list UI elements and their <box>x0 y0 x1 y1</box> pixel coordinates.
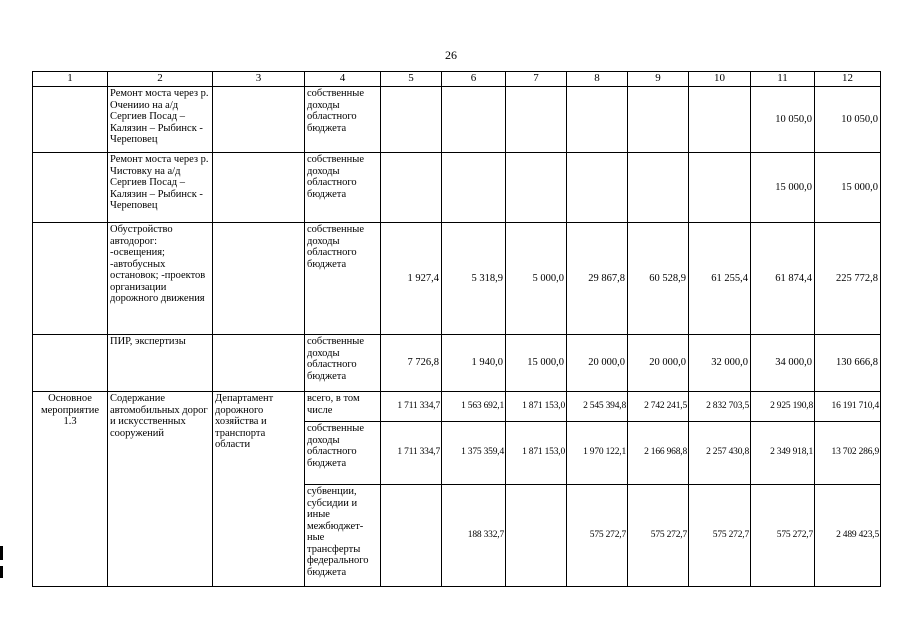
value-cell: 1 871 153,0 <box>506 422 567 485</box>
value-cell <box>567 87 628 153</box>
value-cell <box>381 87 442 153</box>
value-cell: 2 489 423,5 <box>815 485 881 587</box>
source-cell: всего, в том числе <box>305 392 381 422</box>
value-cell: 20 000,0 <box>567 335 628 392</box>
value-cell: 130 666,8 <box>815 335 881 392</box>
value-cell: 575 272,7 <box>628 485 689 587</box>
budget-table <box>32 71 881 587</box>
value-cell: 34 000,0 <box>751 335 815 392</box>
value-cell: 15 000,0 <box>815 153 881 223</box>
source-cell: субвенции, субсидии и иные межбюджет-ные трансферты федерального бюджета <box>305 485 381 587</box>
value-cell: 5 318,9 <box>442 223 506 335</box>
source-cell: собственные доходы областного бюджета <box>305 335 381 392</box>
value-cell: 15 000,0 <box>751 153 815 223</box>
value-cell: 61 255,4 <box>689 223 751 335</box>
value-cell <box>689 87 751 153</box>
table-row <box>33 153 881 223</box>
value-cell <box>506 153 567 223</box>
value-cell: 32 000,0 <box>689 335 751 392</box>
value-cell: 1 927,4 <box>381 223 442 335</box>
executor-cell <box>213 223 305 335</box>
value-cell <box>689 153 751 223</box>
executor-cell <box>213 87 305 153</box>
name-cell: ПИР, экспертизы <box>108 335 213 392</box>
measure-cell <box>33 153 108 223</box>
header-cell: 5 <box>381 72 442 87</box>
value-cell: 5 000,0 <box>506 223 567 335</box>
header-cell: 1 <box>33 72 108 87</box>
scan-edge-mark <box>0 566 3 578</box>
value-cell <box>628 87 689 153</box>
header-cell: 3 <box>213 72 305 87</box>
value-cell <box>506 485 567 587</box>
value-cell: 2 349 918,1 <box>751 422 815 485</box>
value-cell <box>506 87 567 153</box>
header-row <box>33 72 881 87</box>
measure-cell <box>33 335 108 392</box>
value-cell: 10 050,0 <box>751 87 815 153</box>
header-cell: 8 <box>567 72 628 87</box>
value-cell: 2 545 394,8 <box>567 392 628 422</box>
value-cell <box>381 485 442 587</box>
value-cell: 10 050,0 <box>815 87 881 153</box>
measure-cell <box>33 223 108 335</box>
value-cell: 1 871 153,0 <box>506 392 567 422</box>
measure-cell <box>33 87 108 153</box>
value-cell: 20 000,0 <box>628 335 689 392</box>
header-cell: 6 <box>442 72 506 87</box>
value-cell: 7 726,8 <box>381 335 442 392</box>
measure-cell: Основное мероприятие 1.3 <box>33 392 108 587</box>
value-cell: 1 970 122,1 <box>567 422 628 485</box>
value-cell <box>381 153 442 223</box>
source-cell: собственные доходы областного бюджета <box>305 422 381 485</box>
name-cell: Ремонт моста через р. Чистовку на а/д Сергиев Посад – Калязин – Рыбинск - Череповец <box>108 153 213 223</box>
table-row <box>33 335 881 392</box>
value-cell: 2 257 430,8 <box>689 422 751 485</box>
executor-cell <box>213 153 305 223</box>
value-cell: 13 702 286,9 <box>815 422 881 485</box>
name-cell: Содержание автомобильных дорог и искусственных сооружений <box>108 392 213 587</box>
table-row <box>33 392 881 422</box>
source-cell: собственные доходы областного бюджета <box>305 87 381 153</box>
value-cell: 2 832 703,5 <box>689 392 751 422</box>
source-cell: собственные доходы областного бюджета <box>305 153 381 223</box>
value-cell: 60 528,9 <box>628 223 689 335</box>
header-cell: 11 <box>751 72 815 87</box>
value-cell: 188 332,7 <box>442 485 506 587</box>
page-number: 26 <box>445 48 457 62</box>
value-cell: 16 191 710,4 <box>815 392 881 422</box>
value-cell: 2 925 190,8 <box>751 392 815 422</box>
value-cell <box>628 153 689 223</box>
name-cell: Обустройство автодорог: -освещения; -автобусных остановок; -проектов организации дорожного движения <box>108 223 213 335</box>
header-cell: 10 <box>689 72 751 87</box>
value-cell: 1 711 334,7 <box>381 422 442 485</box>
executor-cell <box>213 335 305 392</box>
table-row <box>33 87 881 153</box>
value-cell <box>442 87 506 153</box>
scan-edge-mark <box>0 546 3 560</box>
value-cell: 575 272,7 <box>689 485 751 587</box>
header-cell: 9 <box>628 72 689 87</box>
value-cell <box>442 153 506 223</box>
table-row <box>33 223 881 335</box>
value-cell: 1 940,0 <box>442 335 506 392</box>
value-cell: 1 563 692,1 <box>442 392 506 422</box>
value-cell: 575 272,7 <box>751 485 815 587</box>
value-cell: 61 874,4 <box>751 223 815 335</box>
header-cell: 12 <box>815 72 881 87</box>
value-cell: 2 742 241,5 <box>628 392 689 422</box>
value-cell <box>567 153 628 223</box>
value-cell: 29 867,8 <box>567 223 628 335</box>
value-cell: 1 375 359,4 <box>442 422 506 485</box>
header-cell: 2 <box>108 72 213 87</box>
value-cell: 15 000,0 <box>506 335 567 392</box>
value-cell: 225 772,8 <box>815 223 881 335</box>
executor-cell: Департамент дорожного хозяйства и транспорта области <box>213 392 305 587</box>
header-cell: 7 <box>506 72 567 87</box>
source-cell: собственные доходы областного бюджета <box>305 223 381 335</box>
value-cell: 575 272,7 <box>567 485 628 587</box>
value-cell: 2 166 968,8 <box>628 422 689 485</box>
name-cell: Ремонт моста через р. Очениио на а/д Сергиев Посад – Калязин – Рыбинск - Череповец <box>108 87 213 153</box>
header-cell: 4 <box>305 72 381 87</box>
value-cell: 1 711 334,7 <box>381 392 442 422</box>
